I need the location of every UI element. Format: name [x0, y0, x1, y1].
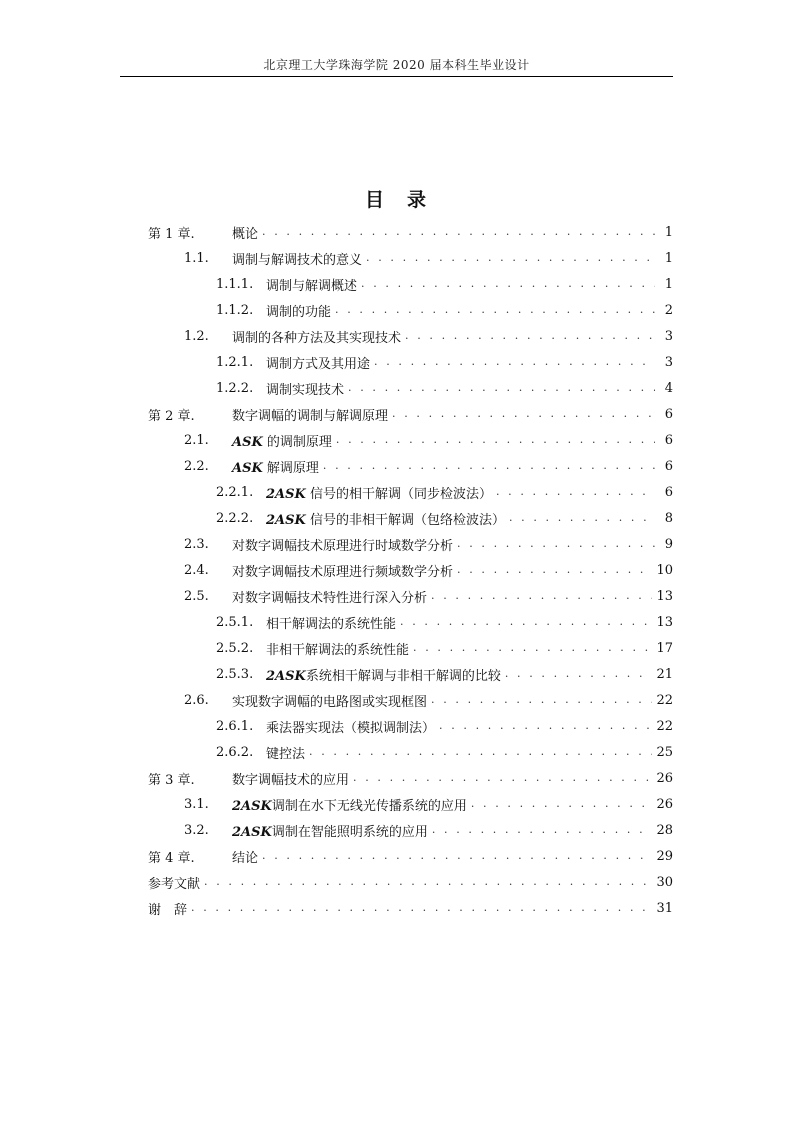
- toc-entry-number: 第 2 章.: [148, 408, 195, 424]
- toc-entry[interactable]: [148, 661, 673, 687]
- toc-entry[interactable]: [148, 323, 673, 349]
- header-rule: [120, 76, 673, 77]
- toc-entry-title: [232, 457, 319, 476]
- toc-leader-dots: [400, 609, 652, 635]
- toc-entry-page: 28: [656, 822, 673, 838]
- toc-entry[interactable]: [148, 219, 673, 245]
- toc-entry-number: 1.2.2.: [216, 380, 254, 396]
- toc-entry[interactable]: [148, 869, 673, 895]
- toc-entry-number: 2.5.: [184, 588, 209, 604]
- toc-entry-title-text: 调制方式及其用途: [266, 356, 371, 372]
- toc-entry-title-prefix: ASK: [232, 460, 263, 476]
- toc-title: 目 录: [364, 189, 428, 211]
- toc-entry-number: 2.4.: [184, 562, 209, 578]
- toc-entry-number: 2.3.: [184, 536, 209, 552]
- toc-entry-page: 13: [656, 614, 673, 630]
- table-of-contents: [148, 219, 673, 921]
- toc-entry[interactable]: [148, 583, 673, 609]
- toc-entry[interactable]: [148, 609, 673, 635]
- toc-entry-title-text: 解调原理: [262, 460, 319, 476]
- toc-entry-page: 13: [656, 588, 673, 604]
- toc-leader-dots: [348, 375, 655, 401]
- toc-entry-title: [232, 821, 428, 840]
- toc-entry-page: 31: [656, 900, 673, 916]
- toc-entry[interactable]: [148, 895, 673, 921]
- toc-entry-page: 6: [664, 458, 673, 474]
- toc-entry-number: 2.2.1.: [216, 484, 254, 500]
- toc-entry-number: 1.1.1.: [216, 276, 254, 292]
- toc-entry[interactable]: [148, 427, 673, 453]
- toc-entry-page: 6: [664, 484, 673, 500]
- toc-entry-title-prefix: 2ASK: [266, 668, 306, 684]
- toc-entry-page: 17: [656, 640, 673, 656]
- toc-leader-dots: [505, 661, 653, 687]
- toc-entry-title-text: 调制在智能照明系统的应用: [271, 824, 428, 840]
- page-header: 北京理工大学珠海学院 2020 届本科生毕业设计: [263, 58, 530, 72]
- toc-entry-page: 9: [664, 536, 673, 552]
- toc-entry-title: [232, 561, 453, 580]
- toc-entry-page: 6: [664, 432, 673, 448]
- toc-entry-page: 26: [656, 770, 673, 786]
- toc-leader-dots: [191, 895, 652, 921]
- toc-entry-number: 3.1.: [184, 796, 209, 812]
- toc-entry-title-text: 键控法: [266, 746, 306, 762]
- toc-entry-number: 2.5.1.: [216, 614, 254, 630]
- toc-entry-number: 3.2.: [184, 822, 209, 838]
- toc-entry-title-text: 数字调幅的调制与解调原理: [232, 408, 389, 424]
- toc-entry-title: [266, 717, 435, 736]
- toc-leader-dots: [323, 453, 655, 479]
- toc-entry[interactable]: [148, 765, 673, 791]
- toc-entry-page: 1: [664, 250, 673, 266]
- toc-entry-number: 1.2.: [184, 328, 209, 344]
- toc-entry-title-text: 概论: [232, 226, 259, 242]
- toc-entry-page: 4: [664, 380, 673, 396]
- toc-entry-title-prefix: 2ASK: [232, 798, 272, 814]
- toc-leader-dots: [361, 271, 655, 297]
- toc-entry-number: 2.2.2.: [216, 510, 254, 526]
- toc-entry-title-prefix: 2ASK: [232, 824, 272, 840]
- toc-entry-title: [232, 223, 258, 242]
- toc-leader-dots: [392, 401, 655, 427]
- toc-entry-title: [232, 587, 427, 606]
- toc-entry-title: [266, 509, 505, 528]
- toc-entry-number: 2.5.2.: [216, 640, 254, 656]
- toc-leader-dots: [457, 531, 655, 557]
- toc-entry-title-prefix: 2ASK: [266, 512, 306, 528]
- toc-entry-title: [148, 899, 187, 918]
- toc-entry-title: [266, 275, 357, 294]
- toc-entry-page: 10: [656, 562, 673, 578]
- toc-leader-dots: [204, 869, 652, 895]
- toc-entry-title-text: 调制的功能: [266, 304, 332, 320]
- toc-leader-dots: [431, 583, 652, 609]
- toc-entry-title: [148, 873, 200, 892]
- toc-entry-title-text: 调制实现技术: [266, 382, 345, 398]
- toc-entry-title: [266, 483, 492, 502]
- toc-entry-title-text: 对数字调幅技术原理进行时域数学分析: [232, 538, 454, 554]
- toc-entry-page: 22: [656, 692, 673, 708]
- toc-entry[interactable]: [148, 817, 673, 843]
- toc-leader-dots: [262, 843, 652, 869]
- toc-entry-title-text: 对数字调幅技术原理进行频域数学分析: [232, 564, 454, 580]
- toc-entry-number: 2.6.: [184, 692, 209, 708]
- toc-entry-page: 21: [656, 666, 673, 682]
- toc-entry-title-text: 的调制原理: [262, 434, 332, 450]
- toc-entry-title-text: 调制在水下无线光传播系统的应用: [271, 798, 467, 814]
- toc-leader-dots: [471, 791, 653, 817]
- toc-entry[interactable]: [148, 505, 673, 531]
- toc-entry-number: 2.2.: [184, 458, 209, 474]
- toc-entry-title: [232, 431, 332, 450]
- toc-entry[interactable]: [148, 531, 673, 557]
- toc-leader-dots: [353, 765, 652, 791]
- toc-entry-page: 25: [656, 744, 673, 760]
- toc-leader-dots: [496, 479, 655, 505]
- toc-entry-title-text: 参考文献: [148, 876, 201, 892]
- toc-entry[interactable]: [148, 557, 673, 583]
- toc-entry[interactable]: [148, 375, 673, 401]
- toc-leader-dots: [366, 245, 655, 271]
- toc-entry-title-text: 信号的非相干解调（包络检波法）: [305, 512, 505, 528]
- toc-entry-page: 3: [664, 354, 673, 370]
- toc-entry-number: 1.1.2.: [216, 302, 254, 318]
- toc-leader-dots: [309, 739, 652, 765]
- toc-entry-page: 22: [656, 718, 673, 734]
- toc-entry-title-text: 系统相干解调与非相干解调的比较: [305, 668, 501, 684]
- toc-entry-number: 1.2.1.: [216, 354, 254, 370]
- toc-entry-number: 第 4 章.: [148, 850, 195, 866]
- toc-entry[interactable]: [148, 479, 673, 505]
- toc-entry-title: [232, 405, 388, 424]
- toc-entry[interactable]: [148, 843, 673, 869]
- toc-entry-title-prefix: 2ASK: [266, 486, 306, 502]
- toc-entry-title: [232, 847, 258, 866]
- toc-entry[interactable]: [148, 713, 673, 739]
- toc-leader-dots: [439, 713, 652, 739]
- toc-entry[interactable]: [148, 245, 673, 271]
- toc-leader-dots: [335, 297, 655, 323]
- toc-entry[interactable]: [148, 297, 673, 323]
- toc-leader-dots: [336, 427, 655, 453]
- toc-entry[interactable]: [148, 349, 673, 375]
- toc-entry-page: 6: [664, 406, 673, 422]
- toc-entry-title: [266, 301, 331, 320]
- toc-entry-title: [266, 665, 501, 684]
- toc-entry-number: 2.6.2.: [216, 744, 254, 760]
- toc-entry-title-text: 谢 辞: [148, 902, 188, 918]
- toc-entry[interactable]: [148, 791, 673, 817]
- toc-leader-dots: [432, 817, 653, 843]
- toc-entry-number: 第 1 章.: [148, 226, 195, 242]
- toc-entry-number: 2.5.3.: [216, 666, 254, 682]
- toc-entry-page: 1: [664, 224, 673, 240]
- toc-entry-page: 29: [656, 848, 673, 864]
- toc-entry-title: [266, 353, 370, 372]
- toc-entry-title: [266, 613, 396, 632]
- toc-entry[interactable]: [148, 687, 673, 713]
- toc-entry-title-text: 相干解调法的系统性能: [266, 616, 397, 632]
- toc-entry-title-text: 非相干解调法的系统性能: [266, 642, 410, 658]
- toc-entry-page: 8: [664, 510, 673, 526]
- toc-entry[interactable]: [148, 271, 673, 297]
- toc-entry-title: [232, 795, 467, 814]
- toc-entry[interactable]: [148, 401, 673, 427]
- toc-entry-title-text: 对数字调幅技术特性进行深入分析: [232, 590, 428, 606]
- toc-leader-dots: [374, 349, 655, 375]
- toc-entry[interactable]: [148, 739, 673, 765]
- toc-entry-page: 1: [664, 276, 673, 292]
- toc-entry-title-text: 实现数字调幅的电路图或实现框图: [232, 694, 428, 710]
- toc-entry-title: [266, 379, 344, 398]
- toc-entry-number: 第 3 章.: [148, 772, 195, 788]
- toc-entry-number: 2.1.: [184, 432, 209, 448]
- toc-entry-title-text: 调制与解调概述: [266, 278, 358, 294]
- toc-entry-title-text: 数字调幅技术的应用: [232, 772, 350, 788]
- toc-entry-page: 2: [664, 302, 673, 318]
- toc-leader-dots: [509, 505, 655, 531]
- toc-entry-title: [232, 327, 401, 346]
- toc-entry-title: [232, 691, 427, 710]
- toc-entry-title: [232, 249, 362, 268]
- toc-entry-title: [232, 769, 349, 788]
- toc-entry-title-text: 信号的相干解调（同步检波法）: [305, 486, 492, 502]
- toc-entry-title-text: 调制与解调技术的意义: [232, 252, 363, 268]
- toc-entry-title: [232, 535, 453, 554]
- toc-entry-title-prefix: ASK: [232, 434, 263, 450]
- toc-leader-dots: [413, 635, 652, 661]
- toc-entry-number: 2.6.1.: [216, 718, 254, 734]
- toc-entry-title-text: 调制的各种方法及其实现技术: [232, 330, 402, 346]
- toc-entry-page: 26: [656, 796, 673, 812]
- toc-entry-title: [266, 639, 409, 658]
- toc-leader-dots: [431, 687, 652, 713]
- toc-entry-number: 1.1.: [184, 250, 209, 266]
- toc-entry-title-text: 结论: [232, 850, 259, 866]
- toc-entry-page: 3: [664, 328, 673, 344]
- toc-entry[interactable]: [148, 635, 673, 661]
- toc-entry-page: 30: [656, 874, 673, 890]
- toc-entry[interactable]: [148, 453, 673, 479]
- toc-entry-title-text: 乘法器实现法（模拟调制法）: [266, 720, 436, 736]
- toc-leader-dots: [405, 323, 655, 349]
- toc-entry-title: [266, 743, 305, 762]
- toc-leader-dots: [262, 219, 655, 245]
- toc-leader-dots: [457, 557, 652, 583]
